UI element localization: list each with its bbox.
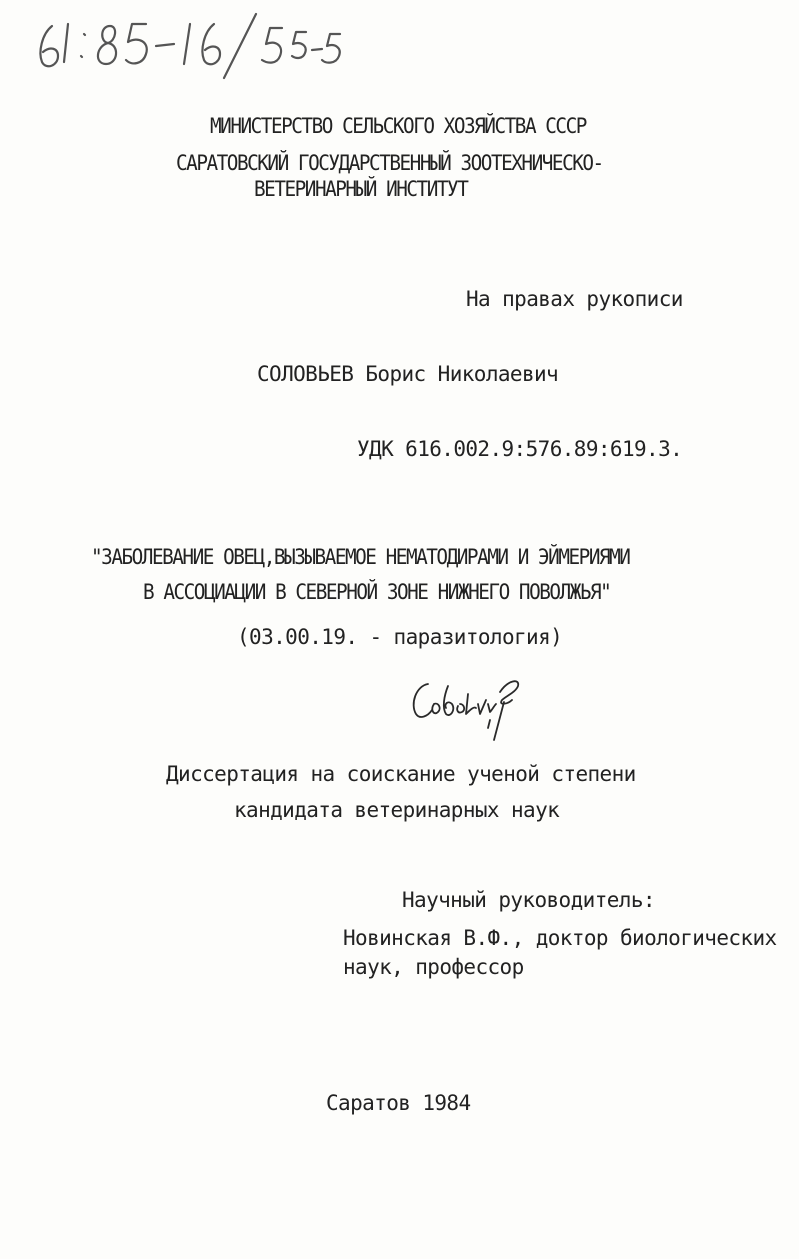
manuscript-rights-note: На правах рукописи bbox=[466, 287, 683, 311]
dissertation-degree-line2: кандидата ветеринарных наук bbox=[234, 798, 560, 822]
place-and-year: Саратов 1984 bbox=[326, 1091, 471, 1115]
supervisor-name: Новинская В.Ф., доктор биологических bbox=[343, 926, 777, 950]
ministry-name: МИНИСТЕРСТВО СЕЛЬСКОГО ХОЗЯЙСТВА СССР bbox=[210, 114, 586, 138]
specialty-code: (03.00.19. - паразитология) bbox=[237, 625, 563, 649]
dissertation-degree-line1: Диссертация на соискание ученой степени bbox=[166, 762, 636, 786]
institute-name-line1: САРАТОВСКИЙ ГОСУДАРСТВЕННЫЙ ЗООТЕХНИЧЕСКО- bbox=[176, 151, 603, 175]
udc-code: УДК 616.002.9:576.89:619.3. bbox=[357, 437, 683, 461]
supervisor-label: Научный руководитель: bbox=[402, 888, 655, 912]
dissertation-title-line1: "ЗАБОЛЕВАНИЕ ОВЕЦ,ВЫЗЫВАЕМОЕ НЕМАТОДИРАМИ И ЭЙМЕРИЯМИ bbox=[91, 545, 630, 569]
author-name: СОЛОВЬЕВ Борис Николаевич bbox=[257, 362, 559, 386]
author-signature bbox=[408, 670, 528, 745]
dissertation-title-line2: В АССОЦИАЦИИ В СЕВЕРНОЙ ЗОНЕ НИЖНЕГО ПОВОЛЖЬЯ" bbox=[143, 580, 611, 604]
supervisor-title: наук, профессор bbox=[343, 955, 524, 979]
institute-name-line2: ВЕТЕРИНАРНЫЙ ИНСТИТУТ bbox=[254, 177, 468, 201]
archive-mark-handwritten bbox=[28, 12, 348, 82]
